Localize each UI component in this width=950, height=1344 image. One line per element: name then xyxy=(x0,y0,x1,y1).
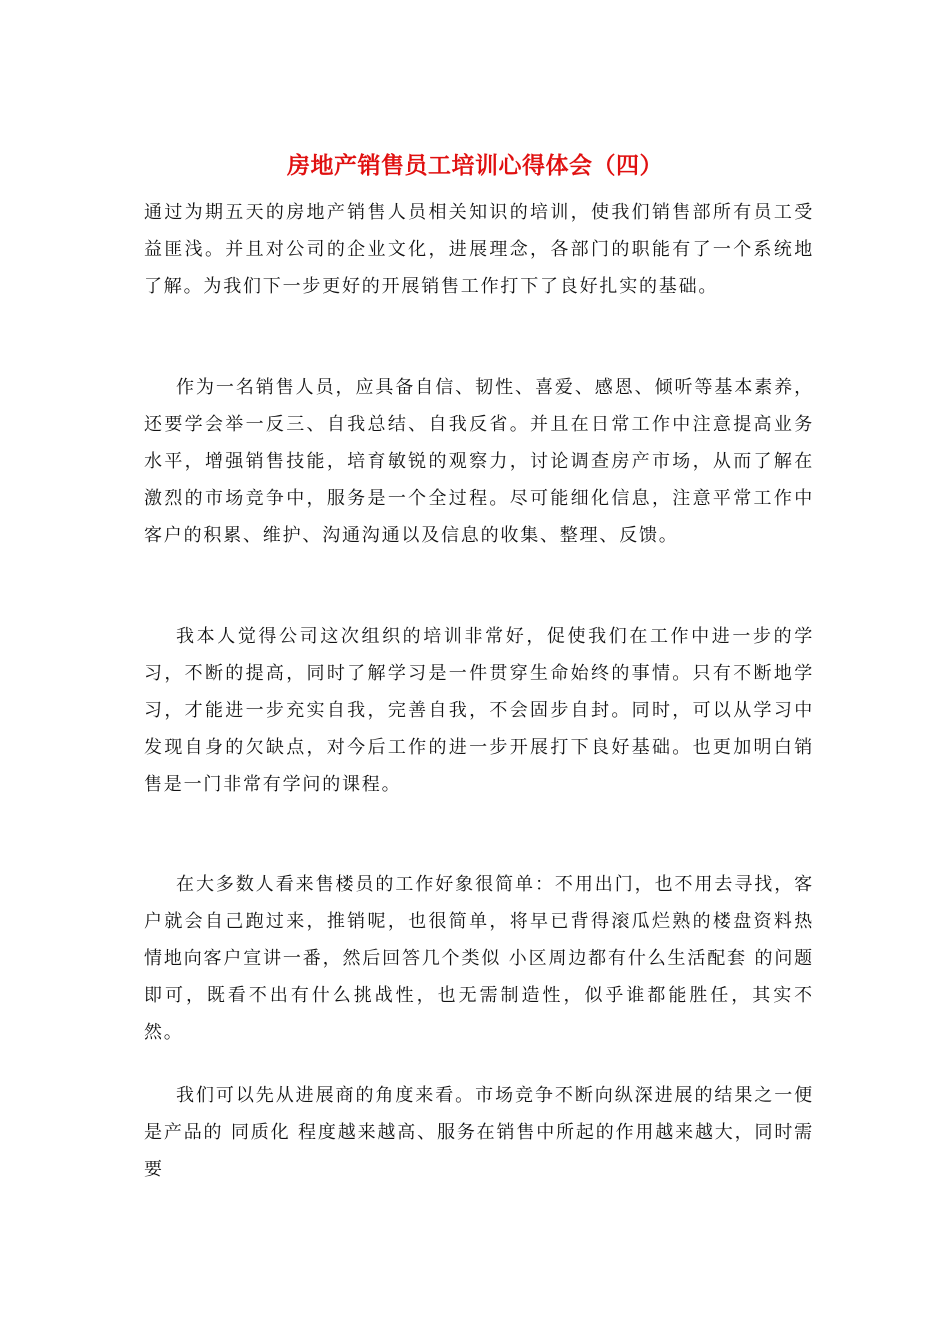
paragraph-5: 我们可以先从进展商的角度来看。市场竞争不断向纵深进展的结果之一便是产品的 同质化 程度越来越高、服务在销售中所起的作用越来越大，同时需要 xyxy=(144,1085,814,1180)
document-title: 房地产销售员工培训心得体会（四） xyxy=(287,152,663,179)
paragraph-4: 在大多数人看来售楼员的工作好象很简单：不用出门，也不用去寻找，客户就会自己跑过来，推销呢，也很简单，将早已背得滚瓜烂熟的楼盘资料热情地向客户宣讲一番，然后回答几个类似 小区周边都有什么生活配套 的问题即可，既看不出有什么挑战性，也无需制造性，似乎谁都能胜任，其实不然。 xyxy=(144,874,814,1043)
paragraph-2: 作为一名销售人员，应具备自信、韧性、喜爱、感恩、倾听等基本素养，还要学会举一反三、自我总结、自我反省。并且在日常工作中注意提高业务水平，增强销售技能，培育敏锐的观察力，讨论调查房产市场，从而了解在激烈的市场竞争中，服务是一个全过程。尽可能细化信息，注意平常工作中客户的积累、维护、沟通沟通以及信息的收集、整理、反馈。 xyxy=(144,377,814,546)
paragraph-1: 通过为期五天的房地产销售人员相关知识的培训，使我们销售部所有员工受益匪浅。并且对公司的企业文化，进展理念，各部门的职能有了一个系统地了解。为我们下一步更好的开展销售工作打下了良好扎实的基础。 xyxy=(144,202,814,297)
paragraph-3: 我本人觉得公司这次组织的培训非常好，促使我们在工作中进一步的学习，不断的提高，同时了解学习是一件贯穿生命始终的事情。只有不断地学习，才能进一步充实自我，完善自我，不会固步自封。同时，可以从学习中发现自身的欠缺点，对今后工作的进一步开展打下良好基础。也更加明白销售是一门非常有学问的课程。 xyxy=(144,626,814,795)
